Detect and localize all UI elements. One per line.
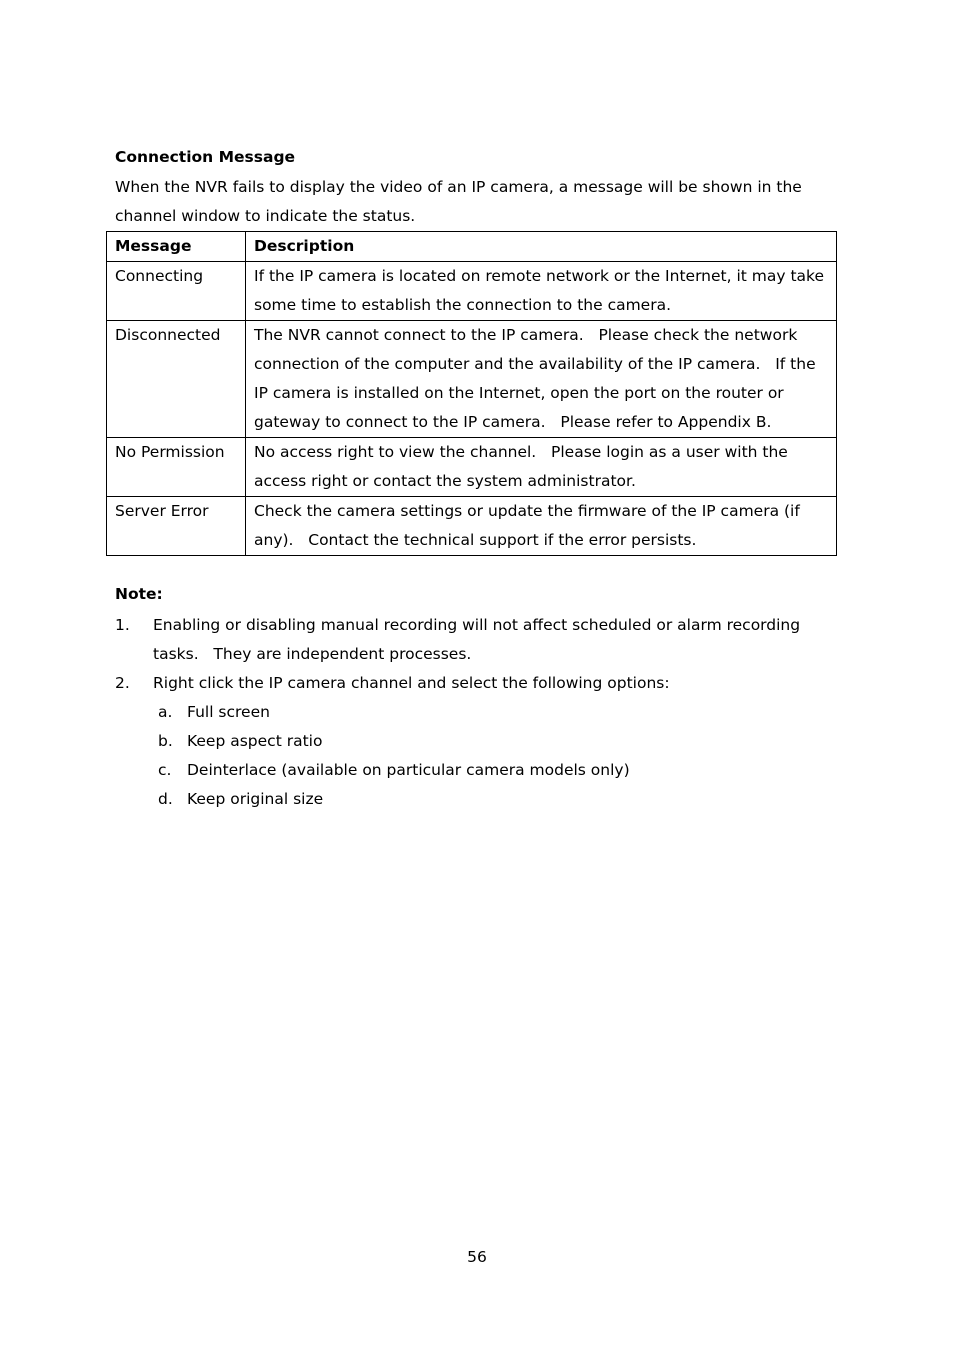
option-letter: d. (158, 790, 173, 808)
header-message: Message (107, 232, 246, 262)
header-description: Description (246, 232, 837, 262)
option-item (153, 727, 840, 756)
option-letter: a. (158, 703, 173, 721)
intro-paragraph: When the NVR fails to display the video of an IP camera, a message will be shown in the channel window to indicate the status. (115, 178, 802, 225)
table-row (107, 321, 837, 438)
option-item (153, 785, 840, 814)
list-item (115, 669, 840, 814)
table-row (107, 497, 837, 556)
message-cell: Disconnected (107, 321, 246, 438)
option-letter: c. (158, 761, 172, 779)
list-item (115, 611, 840, 669)
section-heading: Connection Message (115, 148, 296, 166)
description-cell: The NVR cannot connect to the IP camera. Please check the network connection of the computer and the availability of the IP camera. If the IP camera is installed on the Internet, open the port on the router or gateway to connect to the IP camera. Please refer to Appendix B. (246, 321, 837, 438)
page-number: 56 (467, 1248, 487, 1266)
option-text: Deinterlace (available on particular camera models only) (187, 761, 630, 779)
option-list (153, 698, 840, 814)
note-list (115, 611, 840, 814)
connection-message-table (106, 231, 837, 556)
table-header-row (107, 232, 837, 262)
message-cell: Server Error (107, 497, 246, 556)
description-cell: No access right to view the channel. Please login as a user with the access right or contact the system administrator. (246, 438, 837, 497)
note-title: Note: (115, 585, 163, 603)
option-text: Full screen (187, 703, 270, 721)
list-number: 1. (115, 616, 130, 634)
list-text: Right click the IP camera channel and select the following options: (153, 674, 670, 692)
option-letter: b. (158, 732, 173, 750)
description-cell: If the IP camera is located on remote network or the Internet, it may take some time to establish the connection to the camera. (246, 262, 837, 321)
option-item (153, 698, 840, 727)
message-cell: Connecting (107, 262, 246, 321)
table-row (107, 262, 837, 321)
table-row (107, 438, 837, 497)
list-text: Enabling or disabling manual recording will not affect scheduled or alarm recording tasks. They are independent processes. (153, 616, 806, 663)
message-cell: No Permission (107, 438, 246, 497)
option-text: Keep aspect ratio (187, 732, 323, 750)
option-item (153, 756, 840, 785)
list-number: 2. (115, 674, 130, 692)
description-cell: Check the camera settings or update the firmware of the IP camera (if any). Contact the technical support if the error persists. (246, 497, 837, 556)
option-text: Keep original size (187, 790, 324, 808)
